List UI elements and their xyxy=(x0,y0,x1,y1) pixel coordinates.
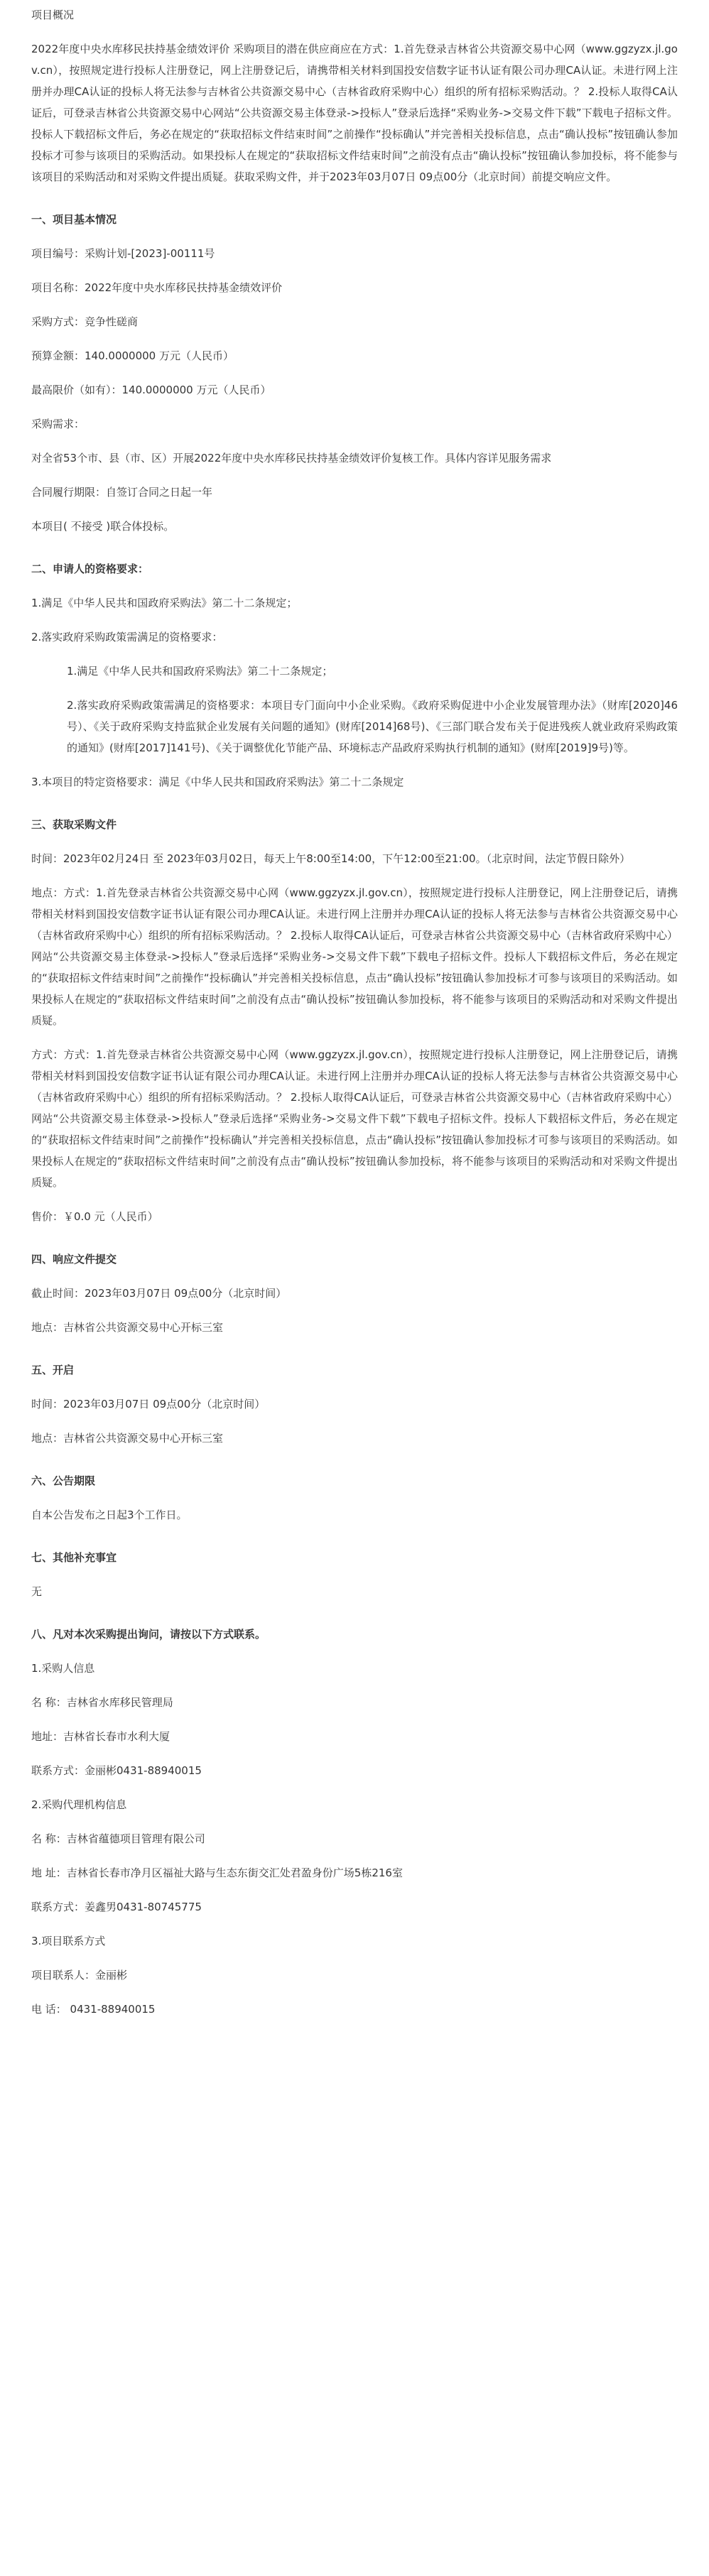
project-contact-phone: 电 话： 0431-88940015 xyxy=(31,2003,156,2016)
qualification-1: 1.满足《中华人民共和国政府采购法》第二十二条规定； xyxy=(31,597,298,609)
section-basic-info-heading: 一、项目基本情况 xyxy=(31,213,117,226)
submission-place: 地点：吉林省公共资源交易中心开标三室 xyxy=(31,1321,224,1334)
section-contact-heading: 八、凡对本次采购提出询问，请按以下方式联系。 xyxy=(31,1628,266,1641)
qualification-2-1: 1.满足《中华人民共和国政府采购法》第二十二条规定； xyxy=(67,665,333,678)
agency-address: 地 址：吉林省长春市净月区福祉大路与生态东街交汇处君盈身份广场5栋216室 xyxy=(31,1866,403,1879)
section-submission-heading: 四、响应文件提交 xyxy=(31,1253,117,1266)
buyer-name: 名 称：吉林省水库移民管理局 xyxy=(31,1696,173,1709)
agency-info-title: 2.采购代理机构信息 xyxy=(31,1798,127,1811)
get-documents-place: 地点：方式：1.首先登录吉林省公共资源交易中心网（www.ggzyzx.jl.gov.cn），按照规定进行投标人注册登记，网上注册登记后，请携带相关材料到国投安信数字证书认证有限公司办理CA认证。未进行网上注册并办理CA认证的投标人将无法参与吉林省公共资源交易中心（吉林省政府采购中心）组织的所有招标采购活动。？ 2.投标人取得CA认证后，可登录吉林省公共资源交易中心（吉林省政府采购中心）网站“公共资源交易主体登录->投标人”登录后选择“采购业务->交易文件下载”下载电子招标文件。投标人下载招标文件后，务必在规定的“获取招标文件结束时间”之前操作“投标确认”并完善相关投标信息，点击“确认投标”按钮确认参加投标才可参与该项目的采购活动。如果投标人在规定的“获取招标文件结束时间”之前没有点击“确认投标”按钮确认参加投标，将不能参与该项目的采购活动和对采购文件提出质疑。 xyxy=(31,886,678,1027)
other-matters-text: 无 xyxy=(31,1585,43,1598)
requirements-text: 对全省53个市、县（市、区）开展2022年度中央水库移民扶持基金绩效评价复核工作。具体内容详见服务需求 xyxy=(31,452,552,464)
section-qualification-heading: 二、申请人的资格要求： xyxy=(31,563,149,575)
doc-title: 项目概况 xyxy=(31,9,75,21)
overview-paragraph: 2022年度中央水库移民扶持基金绩效评价 采购项目的潜在供应商应在方式：1.首先登录吉林省公共资源交易中心网（www.ggzyzx.jl.gov.cn），按照规定进行投标人注册登记，网上注册登记后，请携带相关材料到国投安信数字证书认证有限公司办理CA认证。未进行网上注册并办理CA认证的投标人将无法参与吉林省公共资源交易中心（吉林省政府采购中心）组织的所有招标采购活动。？ 2.投标人取得CA认证后，可登录吉林省公共资源交易中心网站“公共资源交易主体登录->投标人”登录后选择“采购业务->交易文件下载”下载电子招标文件。投标人下载招标文件后，务必在规定的“获取招标文件结束时间”之前操作“投标确认”并完善相关投标信息，点击“确认投标”按钮确认参加投标才可参与该项目的采购活动。如果投标人在规定的“获取招标文件结束时间”之前没有点击“确认投标”按钮确认参加投标，将不能参与该项目的采购活动和对采购文件提出质疑。获取采购文件，并于2023年03月07日 09点00分（北京时间）前提交响应文件。 xyxy=(31,43,678,183)
buyer-info-title: 1.采购人信息 xyxy=(31,1662,95,1675)
submission-deadline: 截止时间：2023年03月07日 09点00分（北京时间） xyxy=(31,1287,287,1300)
qualification-2: 2.落实政府采购政策需满足的资格要求： xyxy=(31,631,223,643)
opening-place: 地点：吉林省公共资源交易中心开标三室 xyxy=(31,1432,224,1445)
contract-period: 合同履行期限：自签订合同之日起一年 xyxy=(31,486,213,499)
section-other-matters-heading: 七、其他补充事宜 xyxy=(31,1551,117,1564)
notice-content xyxy=(0,38,678,2020)
agency-name: 名 称：吉林省蕴德项目管理有限公司 xyxy=(31,1832,205,1845)
requirements-label: 采购需求： xyxy=(31,418,85,430)
buyer-address: 地址：吉林省长春市水利大厦 xyxy=(31,1730,171,1743)
buyer-contact: 联系方式：金丽彬0431-88940015 xyxy=(31,1764,202,1777)
max-price: 最高限价（如有）：140.0000000 万元（人民币） xyxy=(31,384,271,396)
project-number: 项目编号：采购计划-[2023]-00111号 xyxy=(31,247,215,260)
project-name: 项目名称：2022年度中央水库移民扶持基金绩效评价 xyxy=(31,281,283,294)
consortium-note: 本项目( 不接受 )联合体投标。 xyxy=(31,520,175,533)
qualification-3: 3.本项目的特定资格要求：满足《中华人民共和国政府采购法》第二十二条规定 xyxy=(31,776,404,788)
get-documents-way: 方式：方式：1.首先登录吉林省公共资源交易中心网（www.ggzyzx.jl.gov.cn），按照规定进行投标人注册登记，网上注册登记后，请携带相关材料到国投安信数字证书认证有限公司办理CA认证。未进行网上注册并办理CA认证的投标人将无法参与吉林省公共资源交易中心（吉林省政府采购中心）组织的所有招标采购活动。？ 2.投标人取得CA认证后，可登录吉林省公共资源交易中心（吉林省政府采购中心）网站“公共资源交易主体登录->投标人”登录后选择“采购业务->交易文件下载”下载电子招标文件。投标人下载招标文件后，务必在规定的“获取招标文件结束时间”之前操作“投标确认”并完善相关投标信息，点击“确认投标”按钮确认参加投标才可参与该项目的采购活动。如果投标人在规定的“获取招标文件结束时间”之前没有点击“确认投标”按钮确认参加投标，将不能参与该项目的采购活动和对采购文件提出质疑。 xyxy=(31,1048,678,1189)
qualification-2-2: 2.落实政府采购政策需满足的资格要求：本项目专门面向中小企业采购。《政府采购促进中小企业发展管理办法》（财库[2020]46号）、《关于政府采购支持监狱企业发展有关问题的通知》(财库[2014]68号)、《三部门联合发布关于促进残疾人就业政府采购政策的通知》(财库[2017]141号)、《关于调整优化节能产品、环境标志产品政府采购执行机制的通知》(财库[2019]9号)等。 xyxy=(67,699,678,754)
project-contact-person: 项目联系人：金丽彬 xyxy=(31,1969,128,1982)
agency-contact: 联系方式：姜鑫男0431-80745775 xyxy=(31,1901,202,1913)
get-documents-time: 时间：2023年02月24日 至 2023年03月02日，每天上午8:00至14:00，下午12:00至21:00。（北京时间，法定节假日除外） xyxy=(31,852,631,865)
opening-time: 时间：2023年03月07日 09点00分（北京时间） xyxy=(31,1398,266,1411)
document-price: 售价：￥0.0 元（人民币） xyxy=(31,1210,158,1223)
project-contact-title: 3.项目联系方式 xyxy=(31,1935,106,1947)
budget-amount: 预算金额：140.0000000 万元（人民币） xyxy=(31,349,234,362)
section-notice-period-heading: 六、公告期限 xyxy=(31,1474,96,1487)
section-opening-heading: 五、开启 xyxy=(31,1364,75,1376)
section-get-documents-heading: 三、获取采购文件 xyxy=(31,818,117,831)
notice-period-text: 自本公告发布之日起3个工作日。 xyxy=(31,1509,188,1521)
procurement-method: 采购方式：竞争性磋商 xyxy=(31,315,139,328)
